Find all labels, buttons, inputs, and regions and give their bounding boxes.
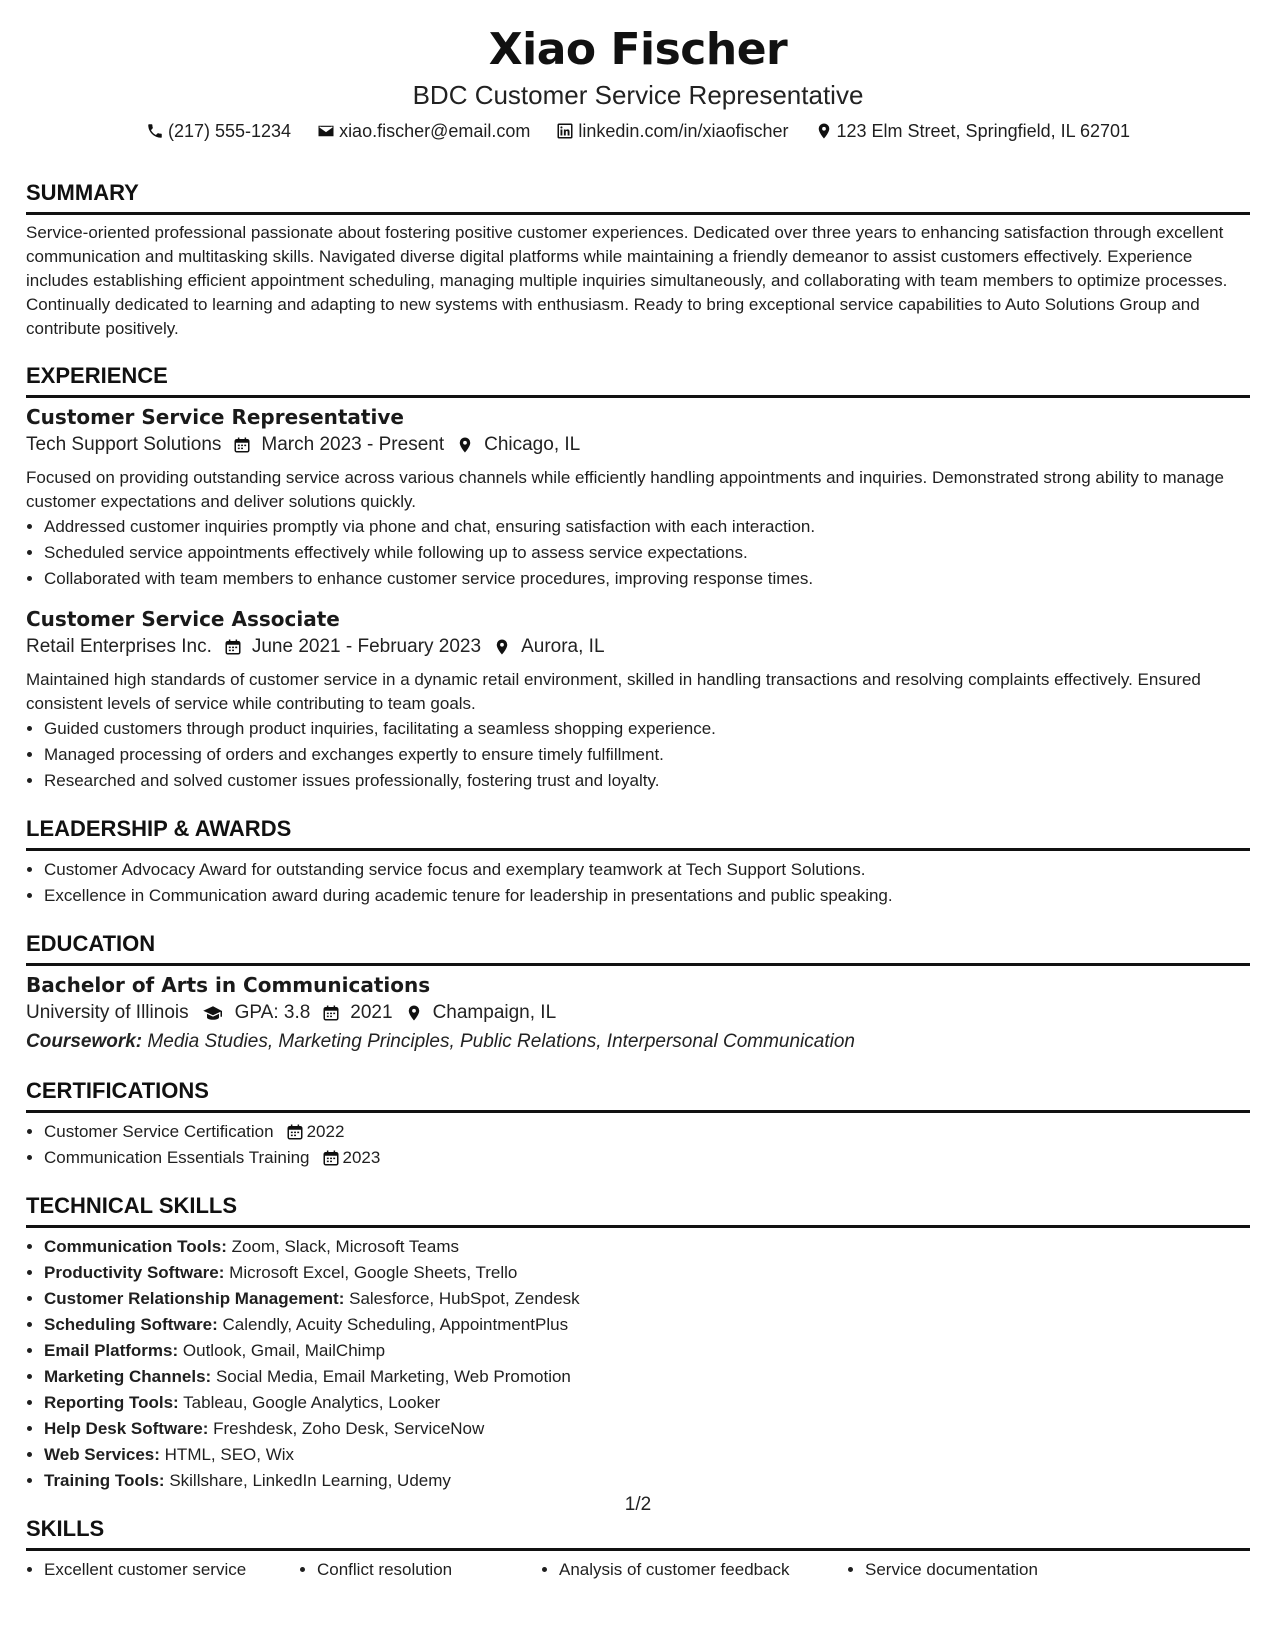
experience-section [26,363,1250,794]
calendar-icon [224,638,242,656]
list-item: • Customer Advocacy Award for outstanding service focus and exemplary teamwork at Tech Support Solutions. [44,857,1250,883]
list-item [44,1468,1250,1494]
dates-text: March 2023 - Present [261,434,445,455]
dates-text: June 2021 - February 2023 [251,636,482,657]
skill-label: Reporting Tools: [44,1393,179,1412]
summary-text: Service-oriented professional passionate about fostering positive customer experiences. Dedicated over three years to enhancing satisfaction through excellent communication and multitasking skills. Navigated diverse digital platforms while maintaining a friendly demeanor to assist customers effectively. Experience includes establishing efficient appointment scheduling, managing multiple inquiries simultaneously, and collaborating with team members to optimize processes. Continually dedicated to learning and adapting to new systems with enthusiasm. Ready to bring exceptional service capabilities to Auto Solutions Group and contribute positively. [26,223,1228,338]
job-bullets [26,716,1250,794]
list-item: • Researched and solved customer issues professionally, fostering trust and loyalty. [44,768,1250,794]
summary-section [26,180,1250,341]
section-title: EDUCATION [26,931,156,956]
job-entry [26,404,1250,592]
linkedin-text: linkedin.com/in/xiaofischer [578,121,789,141]
linkedin-icon [556,122,574,140]
section-divider [26,963,1250,966]
list-item: • Collaborated with team members to enhance customer service procedures, improving response times. [44,566,1250,592]
gpa [201,998,311,1028]
candidate-name: Xiao Fischer [488,24,788,75]
candidate-role: BDC Customer Service Representative [412,80,864,110]
company-name: Retail Enterprises Inc. [26,636,212,657]
phone-icon [146,122,164,140]
map-pin-icon [493,638,511,656]
list-item [44,1286,1250,1312]
section-title: EXPERIENCE [26,363,168,388]
job-title: Customer Service Representative [26,405,404,429]
job-description: Maintained high standards of customer service in a dynamic retail environment, skilled in handling transactions and resolving complaints effectively. Ensured consistent levels of service while contributing to team goals. [26,670,1201,713]
cert-name: • Customer Service Certification [44,1122,274,1141]
location-text: Aurora, IL [521,636,605,657]
skill-value: Skillshare, LinkedIn Learning, Udemy [169,1471,451,1490]
list-item [44,1234,1250,1260]
map-pin-icon [815,122,833,140]
cert-date [322,1145,381,1171]
skills-row [26,1557,1250,1583]
job-location [493,632,604,662]
technical-skills-list [26,1234,1250,1494]
skills-section [26,1516,1250,1583]
degree-title: Bachelor of Arts in Communications [26,973,431,997]
cert-year: 2022 [306,1122,345,1141]
skill-value: Salesforce, HubSpot, Zendesk [349,1289,580,1308]
skill-label: Email Platforms: [44,1341,179,1360]
job-title: Customer Service Associate [26,607,340,631]
job-bullets [26,514,1250,592]
skill-value: Calendly, Acuity Scheduling, AppointmentPlus [222,1315,569,1334]
education-section [26,931,1250,1056]
job-meta [26,430,1250,460]
list-item [44,1390,1250,1416]
education-meta [26,998,1250,1028]
list-item [44,1364,1250,1390]
job-dates [224,632,481,662]
envelope-icon [317,122,335,140]
skill-value: Social Media, Email Marketing, Web Promotion [215,1367,571,1386]
section-divider [26,848,1250,851]
list-item: • Service documentation [865,1557,1125,1583]
skill-label: Productivity Software: [44,1263,225,1282]
contact-address [815,120,1131,142]
section-title: SKILLS [26,1516,105,1541]
section-divider [26,395,1250,398]
job-description: Focused on providing outstanding service across various channels while efficiently handling appointments and inquiries. Demonstrated strong ability to manage customer expectations and deliver solutions quickly. [26,468,1224,511]
company-name: Tech Support Solutions [26,434,222,455]
skill-value: Freshdesk, Zoho Desk, ServiceNow [213,1419,485,1438]
calendar-icon [322,1149,340,1167]
skill-label: Training Tools: [44,1471,165,1490]
school-name: University of Illinois [26,1002,189,1023]
graduation-cap-icon [201,1004,225,1022]
job-meta [26,632,1250,662]
job-dates [233,430,444,460]
skill-value: Outlook, Gmail, MailChimp [182,1341,386,1360]
list-item [44,1416,1250,1442]
school-location [405,998,557,1028]
contact-bar [26,120,1250,142]
section-divider [26,1548,1250,1551]
job-location [456,430,580,460]
skill-label: Customer Relationship Management: [44,1289,345,1308]
list-item: • Excellence in Communication award during academic tenure for leadership in presentations and public speaking. [44,883,1250,909]
list-item: • Excellent customer service [44,1557,299,1583]
skill-label: Scheduling Software: [44,1315,218,1334]
list-item: • Analysis of customer feedback [559,1557,847,1583]
map-pin-icon [456,436,474,454]
technical-skills-section [26,1193,1250,1494]
list-item [44,1260,1250,1286]
cert-date [286,1119,345,1145]
skill-value: HTML, SEO, Wix [164,1445,295,1464]
graduation-year [322,998,392,1028]
skill-value: Zoom, Slack, Microsoft Teams [231,1237,459,1256]
section-title: CERTIFICATIONS [26,1078,209,1103]
list-item: • Conflict resolution [317,1557,541,1583]
section-title: LEADERSHIP & AWARDS [26,816,292,841]
skills-column [26,1557,299,1583]
list-item [44,1145,1250,1171]
skill-value: Microsoft Excel, Google Sheets, Trello [229,1263,518,1282]
list-item [44,1442,1250,1468]
awards-section [26,816,1250,909]
list-item [44,1338,1250,1364]
calendar-icon [322,1004,340,1022]
skill-label: Marketing Channels: [44,1367,212,1386]
cert-year: 2023 [342,1148,381,1167]
location-text: Champaign, IL [432,1002,557,1023]
address-text: 123 Elm Street, Springfield, IL 62701 [836,121,1131,141]
cert-name: • Communication Essentials Training [44,1148,310,1167]
phone-text: (217) 555-1234 [167,121,292,141]
section-divider [26,212,1250,215]
skills-column [847,1557,1125,1583]
list-item [44,1312,1250,1338]
contact-linkedin[interactable] [556,120,788,142]
list-item [44,1119,1250,1145]
contact-phone[interactable] [146,120,291,142]
page-number: 1/2 [624,1494,652,1515]
year-text: 2021 [350,1002,393,1023]
job-entry [26,606,1250,794]
section-title: SUMMARY [26,180,139,205]
coursework-label: Coursework: [26,1031,143,1052]
coursework-text: Media Studies, Marketing Principles, Public Relations, Interpersonal Communication [147,1031,855,1052]
section-title: TECHNICAL SKILLS [26,1193,238,1218]
list-item: • Guided customers through product inquiries, facilitating a seamless shopping experience. [44,716,1250,742]
skills-column [299,1557,541,1583]
list-item: • Managed processing of orders and exchanges expertly to ensure timely fulfillment. [44,742,1250,768]
list-item: • Scheduled service appointments effectively while following up to assess service expectations. [44,540,1250,566]
certifications-list [26,1119,1250,1171]
coursework [26,1028,1250,1056]
email-text: xiao.fischer@email.com [339,121,531,141]
resume-page [26,0,1250,1583]
section-divider [26,1225,1250,1228]
calendar-icon [233,436,251,454]
skill-value: Tableau, Google Analytics, Looker [183,1393,441,1412]
certifications-section [26,1078,1250,1171]
map-pin-icon [405,1004,423,1022]
calendar-icon [286,1123,304,1141]
skills-column [541,1557,847,1583]
location-text: Chicago, IL [484,434,581,455]
list-item: • Addressed customer inquiries promptly via phone and chat, ensuring satisfaction with each interaction. [44,514,1250,540]
awards-list [26,857,1250,909]
skill-label: Help Desk Software: [44,1419,209,1438]
contact-email[interactable] [317,120,530,142]
skill-label: Web Services: [44,1445,160,1464]
skill-label: Communication Tools: [44,1237,227,1256]
gpa-text: GPA: 3.8 [234,1002,311,1023]
section-divider [26,1110,1250,1113]
